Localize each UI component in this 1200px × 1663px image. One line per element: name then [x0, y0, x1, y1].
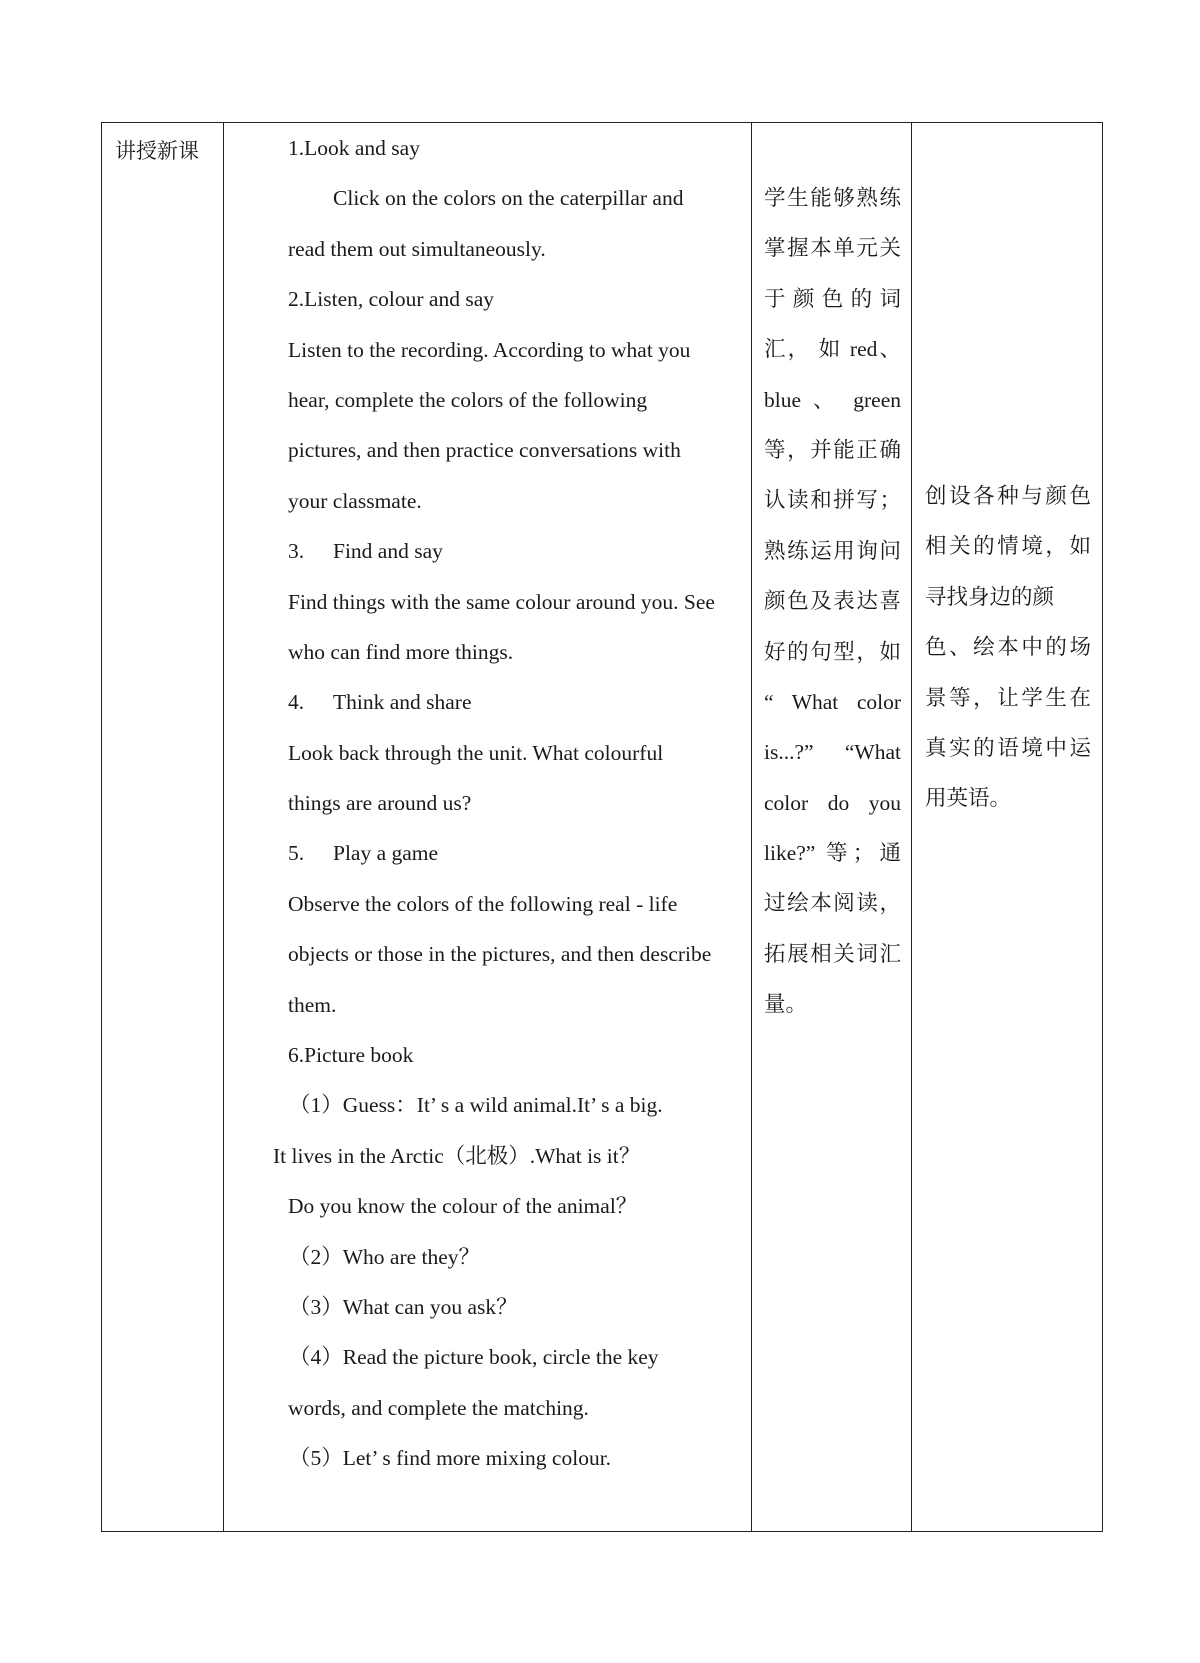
intent-line: 相关的情境，如: [925, 534, 1091, 559]
activity-text: who can find more things.: [288, 639, 514, 664]
design-intent-cell: [912, 123, 1103, 834]
activity-text: Find things with the same colour around you. See: [288, 589, 715, 614]
intent-line: 色、绘本中的场: [925, 635, 1091, 660]
intent-line: 寻找身边的颜: [925, 584, 1055, 609]
intent-line: 景等，让学生在: [925, 685, 1091, 710]
activity-heading: [288, 687, 740, 737]
activity-text: Do you know the colour of the animal？: [288, 1194, 638, 1219]
objective-line: “ What color: [764, 689, 901, 714]
activity-text: Look back through the unit. What colourful: [288, 740, 664, 765]
objective-line: 拓展相关词汇: [764, 941, 901, 966]
objective-line: 于 颜 色 的 词: [764, 286, 901, 311]
activity-number: 4.: [288, 690, 305, 715]
activities-cell: [231, 123, 752, 1494]
activity-text: things are around us?: [288, 791, 472, 816]
objective-line: color do you: [764, 790, 901, 815]
objective-line: 熟练运用询问: [764, 538, 901, 563]
section-label-cell: [102, 123, 231, 165]
activity-text: objects or those in the pictures, and then describe: [288, 942, 712, 967]
activity-number: 5.: [288, 841, 305, 866]
activity-number: 3.: [288, 539, 305, 564]
activity-title: Think and share: [333, 690, 472, 715]
activity-text: Observe the colors of the following real - life: [288, 891, 678, 916]
objective-line: 认读和拼写；: [764, 488, 901, 513]
activity-text: （5）Let’ s find more mixing colour.: [289, 1446, 612, 1471]
activity-text: Listen to the recording. According to what you: [288, 337, 691, 362]
objective-line: 汇， 如 red、: [764, 337, 901, 362]
lesson-table: [101, 122, 1103, 1532]
objective-line: 颜色及表达喜: [764, 589, 901, 614]
activity-text: （1）Guess：It’ s a wild animal.It’ s a big.: [289, 1093, 663, 1118]
activity-text: read them out simultaneously.: [288, 236, 546, 261]
section-label: 讲授新课: [115, 139, 199, 163]
objective-line: is...?” “What: [764, 740, 901, 765]
activity-text: hear, complete the colors of the following: [288, 387, 648, 412]
activity-text: （3）What can you ask？: [289, 1294, 518, 1319]
objective-line: blue 、 green: [764, 387, 901, 412]
objective-line: 量。: [764, 992, 808, 1017]
intent-line: 用英语。: [925, 786, 1012, 811]
activity-heading: 2.Listen, colour and say: [288, 287, 494, 312]
objective-line: 过绘本阅读，: [764, 891, 901, 916]
activity-text: （2）Who are they？: [289, 1244, 481, 1269]
activity-title: Find and say: [333, 539, 443, 564]
objective-line: 好的句型，如: [764, 639, 901, 664]
objectives-cell: [752, 123, 912, 1040]
activity-text: them.: [288, 992, 337, 1017]
objective-line: 等，并能正确: [764, 437, 901, 462]
activity-text: Click on the colors on the caterpillar and: [333, 186, 684, 211]
activity-heading: 6.Picture book: [288, 1043, 414, 1068]
activity-heading: [288, 536, 740, 586]
activity-text: words, and complete the matching.: [288, 1395, 589, 1420]
intent-line: 真实的语境中运: [925, 735, 1091, 760]
objective-line: 学生能够熟练: [764, 186, 901, 210]
activity-text: （4）Read the picture book, circle the key: [289, 1345, 659, 1370]
activity-text: your classmate.: [288, 488, 422, 513]
column-divider: [223, 123, 224, 1531]
activity-heading: [288, 838, 740, 888]
objective-line: 掌握本单元关: [764, 236, 901, 261]
activity-text: It lives in the Arctic（北极）.What is it？: [273, 1143, 641, 1168]
objective-line: like?” 等；通: [764, 841, 901, 866]
activity-title: Play a game: [333, 841, 439, 866]
activity-heading: 1.Look and say: [288, 136, 420, 160]
activity-text: pictures, and then practice conversations with: [288, 438, 681, 463]
intent-line: 创设各种与颜色: [925, 484, 1091, 508]
